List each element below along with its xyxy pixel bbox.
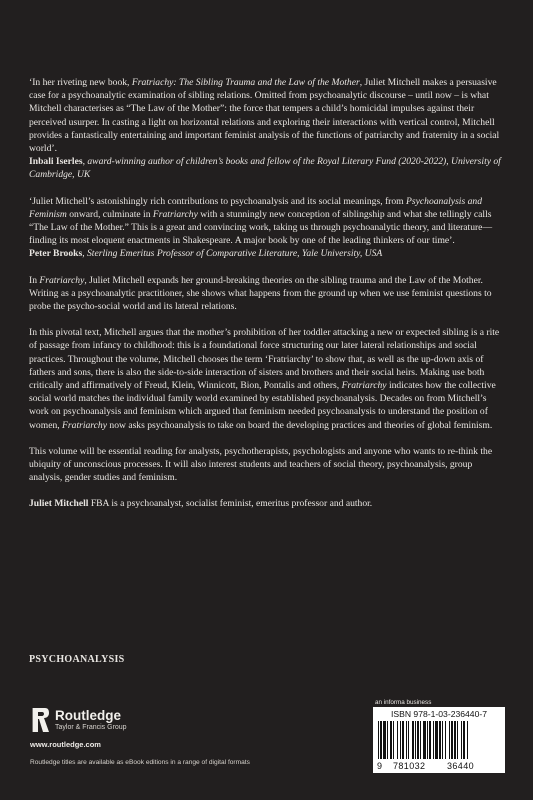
isbn-label: ISBN 978-1-03-236440-7	[390, 709, 488, 719]
barcode-bar	[400, 721, 401, 759]
barcode-bar	[412, 721, 414, 759]
barcode-bar	[393, 721, 394, 759]
description-paragraph	[29, 326, 507, 432]
italic-text: Fratriarchy	[62, 419, 107, 431]
text-run: onward, culminate in	[66, 208, 153, 220]
text-run: This volume will be essential reading for analysts, psychotherapists, psychologists and anyone who wants to re-think the ubiquity of unconscious processes. It will also interest students and teachers of social theory, psychoanalysis, group analysis, gender studies and feminism.	[29, 445, 493, 484]
review-attribution: Peter Brooks, Sterling Emeritus Professor of Comparative Literature, Yale University, USA	[29, 248, 383, 260]
barcode-bar	[442, 721, 443, 759]
description-paragraph	[29, 445, 507, 485]
barcode-bar	[457, 721, 458, 759]
barcode-bar	[461, 721, 462, 759]
barcode-bar	[397, 721, 398, 759]
routledge-logo-icon	[30, 706, 50, 734]
text-run: , Juliet Mitchell makes a persuasive case for a psychoanalytic examination of sibling relations. Omitted from psychoanalytic discourse – until now – is what Mitchell characterises as “The Law of the Mother”: the force that tempers a child’s homicidal impulses against their perceived usurper. In casting a light on horizontal relations and exploring their interactions with vertical control, Mitchell provides a fantastically entertaining and important feminist analysis of the functions of patriarchy and fraternity in a social world’.	[29, 77, 500, 155]
review-quote	[29, 195, 507, 248]
barcode-bar	[402, 721, 404, 759]
barcode-lead-digit: 9	[377, 761, 383, 771]
description-paragraph	[29, 274, 507, 314]
informa-tag: an informa business	[375, 699, 432, 706]
subject-category: PSYCHOANALYSIS	[29, 654, 125, 665]
barcode-bar	[378, 721, 379, 759]
publisher-logo	[30, 706, 170, 734]
text-run: now asks psychoanalysis to take on board the developing practices and theories of global feminism.	[107, 419, 493, 431]
reviews-section	[29, 76, 507, 261]
text-run: indicates how the collective social world matches the individual family world examined by established psychoanalysis. Decades on from Mitchell’s work on psychoanalysis and feminism which argued that feminism needed psychoanalysis to understand the position of women,	[29, 380, 496, 431]
barcode-bar	[417, 721, 419, 759]
bold-text: Juliet Mitchell	[29, 498, 89, 510]
barcode-bar	[387, 721, 388, 759]
review-author: Inbali Iserles	[29, 156, 83, 168]
barcode-bar	[420, 721, 421, 759]
description-paragraph	[29, 497, 507, 510]
text-run: , Juliet Mitchell expands her ground-breaking theories on the sibling trauma and the Law of the Mother. Writing as a psychoanalytic practitioner, she shows what happens from the ground up when we use feminist questions to probe the psycho-social world and its lateral relations.	[29, 274, 492, 313]
italic-text: Fratriarchy	[39, 274, 85, 286]
publisher-website: www.routledge.com	[30, 740, 101, 749]
barcode-bar	[467, 721, 468, 759]
isbn-barcode	[373, 707, 505, 773]
review-affiliation: award-winning author of children’s books and fellow of the Royal Literary Fund (2020-2022), University of Cambridge, UK	[29, 156, 501, 181]
review-affiliation: Sterling Emeritus Professor of Comparative Literature, Yale University, USA	[87, 248, 383, 260]
italic-text: Psychoanalysis and Feminism	[29, 195, 482, 220]
barcode-bar	[463, 721, 465, 759]
text-run: In this pivotal text, Mitchell argues that the mother’s prohibition of her toddler attacking a new or expected sibling is a rite of passage from infancy to childhood: this is a foundational force structuring our later lateral relationships and social practices. Throughout the volume, Mitchell chooses the term ‘Fratriarchy’ to show that, as well as the up-down axis of fathers and sons, there is also the side-to-side interaction of sisters and brothers and their social heirs. Making use both critically and affirmatively of Freud, Klein, Winnicott, Bion, Pontalis and others,	[29, 327, 500, 392]
text-run: In	[29, 274, 40, 286]
barcode-bar	[429, 721, 431, 759]
barcode-bar	[439, 721, 441, 759]
publisher-name: Routledge	[55, 708, 121, 723]
barcode-bar	[427, 721, 428, 759]
barcode-bar	[454, 721, 456, 759]
publisher-subname: Taylor & Francis Group	[55, 724, 127, 731]
barcode-bar	[406, 721, 407, 759]
review-attribution: Inbali Iserles, award-winning author of children’s books and fellow of the Royal Literary Fund (2020-2022), University of Cambridge, UK	[29, 156, 501, 181]
barcode-bar	[380, 721, 382, 759]
ebook-note: Routledge titles are available as eBook editions in a range of digital formats	[30, 759, 250, 766]
description-section	[29, 274, 507, 511]
barcode-bar	[423, 721, 426, 759]
italic-text: Fratriarchy	[341, 380, 387, 392]
text-run: ‘In her riveting new book,	[29, 77, 132, 88]
barcode-group-1: 781032	[393, 761, 426, 771]
barcode-bar	[383, 721, 386, 759]
barcode-group-2: 36440	[447, 761, 475, 771]
barcode-bar	[408, 721, 409, 759]
barcode-bar	[445, 721, 446, 759]
barcode-bar	[415, 721, 416, 759]
review-quote	[29, 76, 507, 155]
text-run: with a stunningly new conception of siblingship and what she tellingly calls “The Law of the Mother.” This is a great and convincing work, taking us through psychoanalytic theory, and literature—finding its most eloquent enactments in Shakespeare. A major book by one of the leading thinkers of our time’.	[29, 208, 493, 247]
barcode-bar	[449, 721, 450, 759]
text-run: ‘Juliet Mitchell’s astonishingly rich contributions to psychoanalysis and its social meanings, from	[29, 195, 407, 207]
text-run: FBA is a psychoanalyst, socialist feminist, emeritus professor and author.	[88, 498, 373, 510]
barcode-bars	[378, 721, 500, 761]
back-cover-text	[29, 76, 507, 524]
barcode-bar	[435, 721, 438, 759]
barcode-bar	[390, 721, 392, 759]
review-author: Peter Brooks	[29, 248, 83, 260]
barcode-bar	[433, 721, 434, 759]
barcode-bar	[451, 721, 453, 759]
italic-text: Fratriarchy	[152, 208, 198, 220]
italic-text: Fratriachy: The Sibling Trauma and the Law of the Mother	[131, 77, 360, 88]
